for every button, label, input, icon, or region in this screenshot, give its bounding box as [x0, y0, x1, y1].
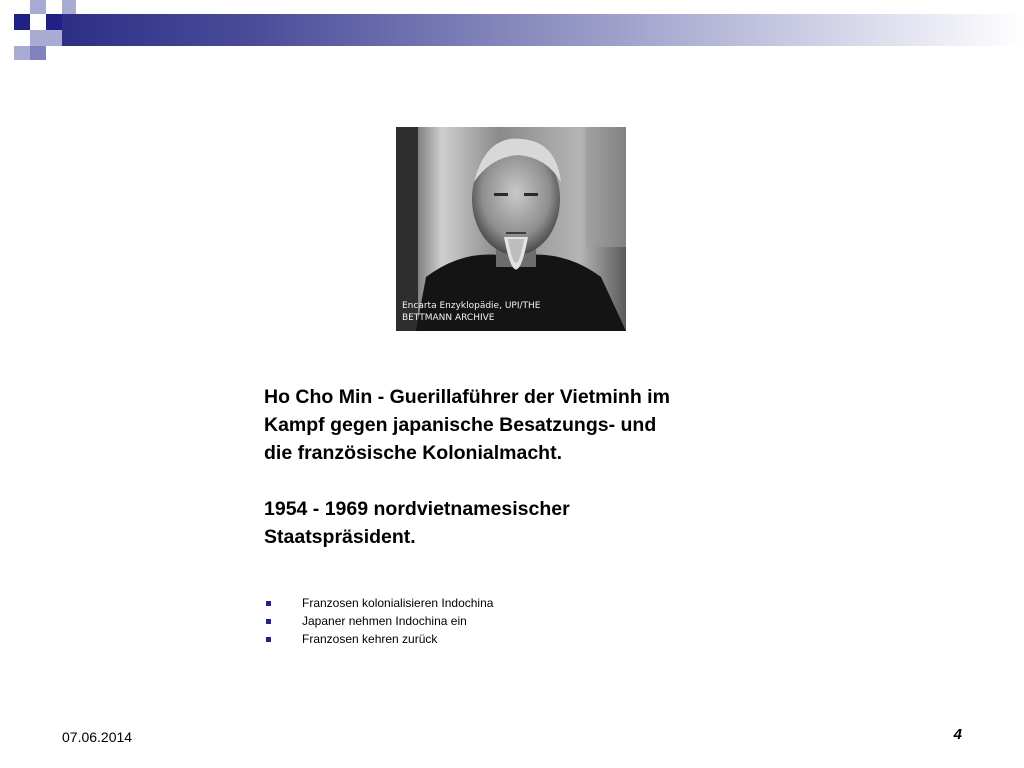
footer-date: 07.06.2014: [62, 729, 133, 745]
text-line: 1954 - 1969 nordvietnamesischer: [264, 498, 570, 520]
text-line: Kampf gegen japanische Besatzungs- und: [264, 414, 657, 436]
square-bullet-icon: [266, 637, 271, 642]
bullet-item: [264, 612, 493, 630]
deco-square-navy: [14, 14, 30, 30]
photo-credit: [402, 300, 622, 324]
bullet-text: Franzosen kehren zurück: [302, 632, 438, 646]
deco-square-navy: [46, 14, 62, 30]
photo-credit-line: BETTMANN ARCHIVE: [402, 313, 495, 323]
text-line: die französische Kolonialmacht.: [264, 442, 562, 464]
deco-square-light: [30, 0, 46, 14]
deco-square-light: [14, 46, 30, 60]
main-text-block: [264, 383, 764, 551]
bullet-text: Franzosen kolonialisieren Indochina: [302, 596, 494, 610]
deco-square-light: [46, 30, 62, 46]
text-line: Staatspräsident.: [264, 526, 416, 548]
header-gradient-bar: [62, 14, 1024, 46]
bullet-item: [264, 594, 493, 612]
photo-credit-line: Encarta Enzyklopädie, UPI/THE: [402, 301, 541, 311]
square-bullet-icon: [266, 619, 271, 624]
description-paragraph: [264, 383, 764, 467]
bullet-item: [264, 630, 493, 648]
tenure-paragraph: [264, 495, 764, 551]
text-line: Ho Cho Min - Guerillaführer der Vietminh im: [264, 386, 670, 408]
page-number: 4: [953, 726, 962, 743]
bullet-text: Japaner nehmen Indochina ein: [302, 614, 467, 628]
portrait-photo: [396, 127, 626, 331]
deco-square-light: [62, 0, 76, 14]
bullet-list: [264, 594, 493, 648]
deco-square-mid: [30, 46, 46, 60]
square-bullet-icon: [266, 601, 271, 606]
deco-square-light: [30, 30, 46, 46]
